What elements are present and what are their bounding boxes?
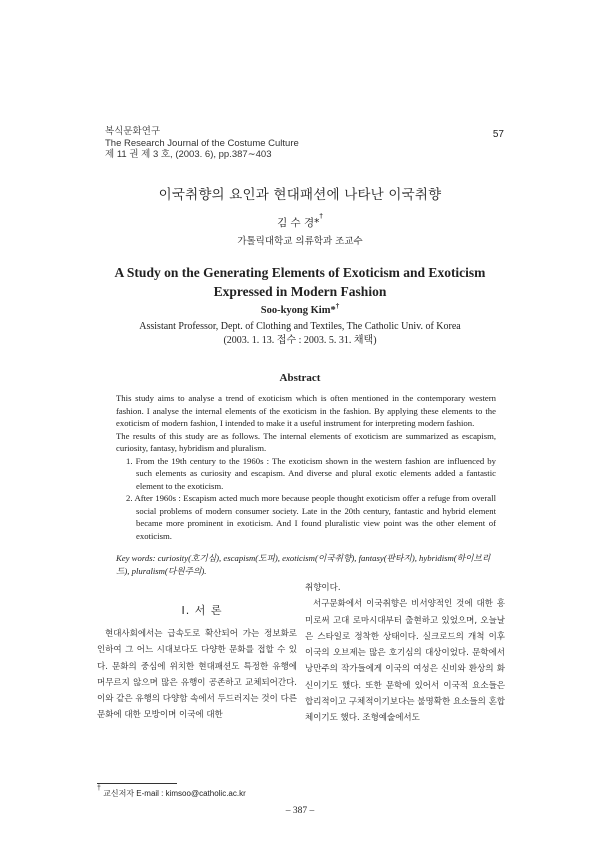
title-english — [0, 263, 600, 301]
page-number: 57 — [492, 129, 504, 140]
abstract-results-list — [116, 455, 496, 543]
body-column-right — [305, 580, 505, 727]
abstract-paragraph: This study aims to analyse a trend of exoticism which is often mentioned in the contemporary western fashion. I analyse the internal elements of the exoticism in the fashion. By applying these elements to the exoticism of modern fashion, I intended to make it a useful instrument for interpreting modern fashion. — [116, 393, 496, 428]
author-korean: 김 수 경*† — [277, 212, 323, 229]
abstract-result-item: 2. After 1960s : Escapism acted much more because people thought exoticism offer a refuge from overall social problems of modern consumer society. Late in the 20th century, fantastic and hybrid element became more prominent in exoticism. And I found pluralistic view point was the other element of exoticism. — [126, 493, 496, 541]
section-heading-introduction: Ⅰ. 서 론 — [181, 604, 223, 617]
keywords-text: curiosity(호기심), escapism(도피), exoticism(이국취향), fantasy(판타지), hybridism(하이브리드), pluralism(다원주의). — [116, 553, 491, 576]
journal-name-en: The Research Journal of the Costume Culture — [105, 137, 299, 149]
corresponding-mark: † — [319, 212, 323, 220]
footnote: † 교신저자 E-mail : kimsoo@catholic.ac.kr — [97, 785, 246, 798]
affiliation-korean: 가톨릭대학교 의류학과 조교수 — [237, 236, 363, 247]
corresponding-mark-en: † — [335, 302, 340, 310]
received-accepted-dates: (2003. 1. 13. 접수 : 2003. 5. 31. 채택) — [223, 335, 377, 346]
page-footer-number: – 387 – — [285, 806, 315, 816]
journal-name-ko: 복식문화연구 — [105, 126, 161, 137]
body-paragraph-continued: 취향이다. — [305, 583, 341, 593]
footnote-mark: † — [97, 785, 101, 792]
abstract-body — [116, 392, 496, 542]
affiliation-english: Assistant Professor, Dept. of Clothing and Textiles, The Catholic Univ. of Korea (2003. 1. 13. 접수 : 2003. 5. 31. 채택) — [0, 320, 600, 348]
journal-header — [105, 126, 299, 161]
body-column-left — [97, 626, 297, 724]
keywords — [116, 552, 496, 578]
keywords-label: Key words: — [116, 553, 156, 563]
title-english-line2: Expressed in Modern Fashion — [213, 284, 387, 299]
abstract-paragraph: The results of this study are as follows. The internal elements of exoticism are summarized as escapism, curiosity, fantasy, hybridism and pluralism. — [116, 430, 496, 453]
abstract-heading: Abstract — [279, 372, 321, 384]
issue-info: 제 11 권 제 3 호, (2003. 6), pp.387∼403 — [105, 149, 272, 160]
title-korean: 이국취향의 요인과 현대패션에 나타난 이국취향 — [158, 187, 442, 203]
title-english-line1: A Study on the Generating Elements of Exoticism and Exoticism — [114, 265, 486, 280]
footnote-divider — [97, 783, 177, 784]
abstract-result-item: 1. From the 19th century to the 1960s : The exoticism shown in the western fashion are influenced by such elements as curiosity and escapism. And diverse and plural exotic elements added a fantastic element to the exoticism. — [126, 455, 496, 491]
body-paragraph: 현대사회에서는 급속도로 확산되어 가는 정보화로 인하여 그 어느 시대보다도 다양한 문화를 접할 수 있다. 문화의 중심에 위치한 현대패션도 특정한 유행에 머무르지 않으며 많은 유행이 공존하고 교체되어간다. 이와 같은 유행의 다양함 속에서 두드러지는 것이 다른 문화에 대한 모방이며 이국에 대한 — [97, 629, 297, 721]
author-english: Soo-kyong Kim*† — [260, 302, 340, 316]
body-paragraph: 서구문화에서 이국취향은 비서양적인 것에 대한 흥미로써 고대 로마시대부터 출현하고 있었으며, 오늘날은 스타일로 정착한 상태이다. 실크로드의 개척 이후 이국의 오브제는 많은 호기심의 대상이었다. 문학에서 낭만주의 작가들에게 이국의 여성은 신비와 환상의 화신이기도 했다. 또한 문학에 있어서 이국적 요소들은 합리적이고 구체적이기보다는 불명확한 요소들의 혼합체이기도 했다. 조형예술에서도 — [305, 599, 505, 724]
